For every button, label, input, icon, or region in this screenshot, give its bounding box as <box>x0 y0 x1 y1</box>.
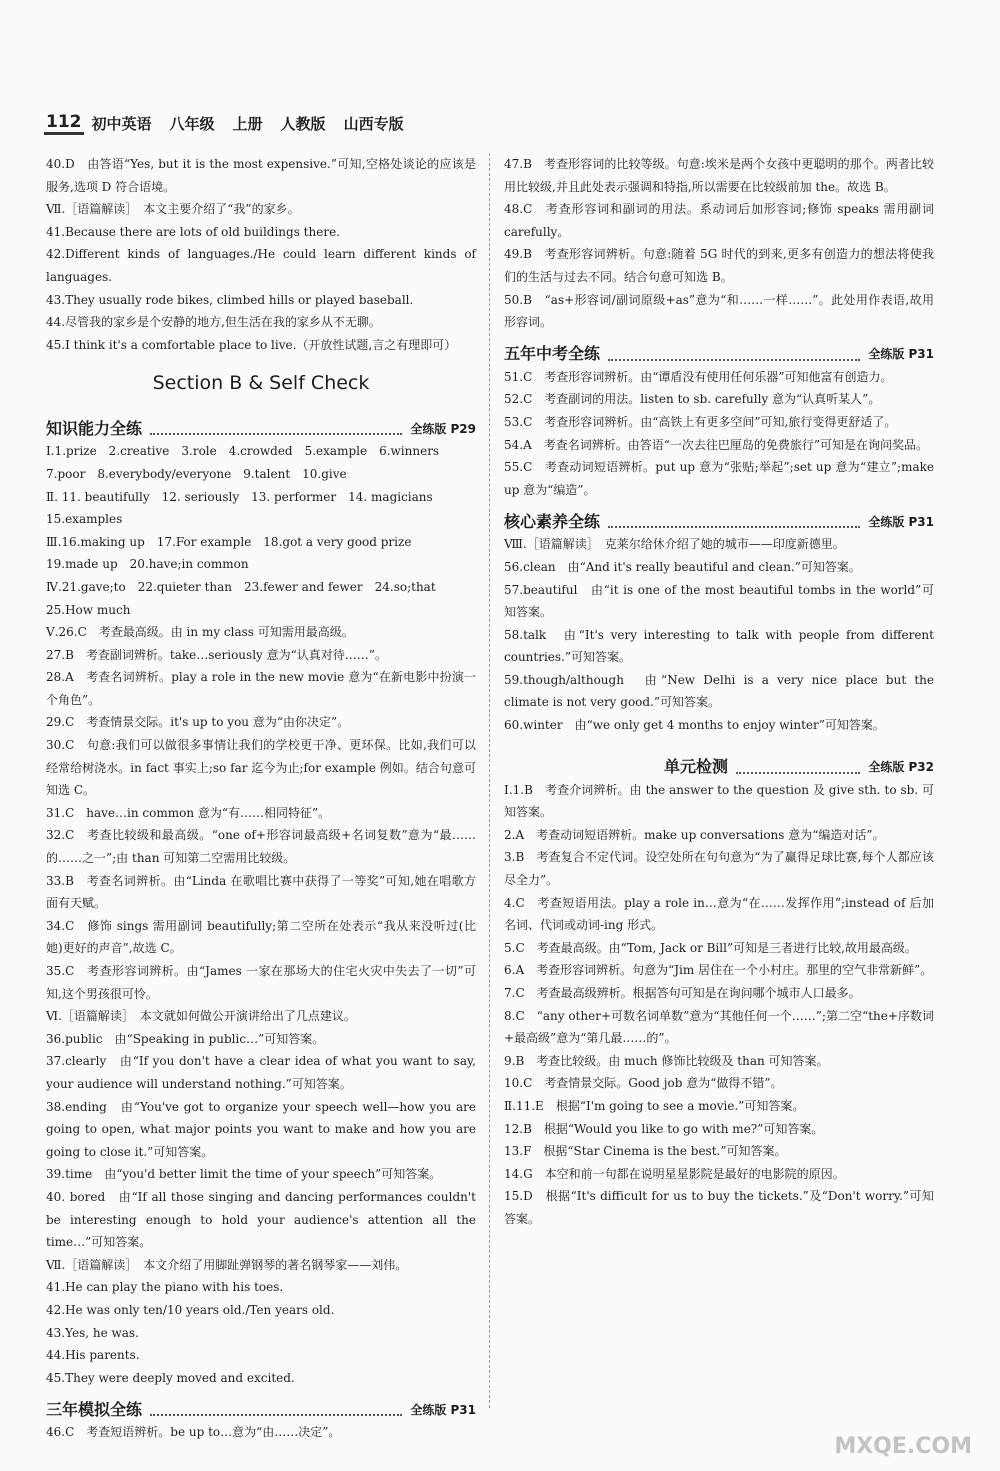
heading-ref: 全练版 P31 <box>410 1402 476 1417</box>
answer-entry: Ⅱ.11.E 根据“I'm going to see a movie.”可知答案。 <box>504 1098 805 1113</box>
answer-entry: 49.B 考查形容词辨析。句意:随着 5G 时代的到来,更多有创造力的想法将使我们的生活与过去不同。结合句意可知选 B。 <box>504 247 934 284</box>
page-number: 112 <box>44 112 84 135</box>
answer-entry: 57.beautiful 由“it is one of the most beautiful tombs in the world”可知答案。 <box>504 582 934 620</box>
heading-ref: 全练版 P29 <box>410 421 476 436</box>
answer-entry: 36.public 由“Speaking in public…”可知答案。 <box>46 1031 325 1046</box>
left-entries-2 <box>46 1421 476 1444</box>
heading-title: 五年中考全练 <box>504 344 601 364</box>
answer-entry: 7.C 考查最高级辨析。根据答句可知是在询问哪个城市人口最多。 <box>504 986 861 1000</box>
answer-entry: 43.Yes, he was. <box>46 1325 139 1340</box>
answer-entry: 25.How much <box>46 602 131 617</box>
answer-entry: 40. bored 由“If all those singing and dancing performances couldn't be interesting enough to hold your audience's attention all the time…”可知答案。 <box>46 1189 476 1250</box>
answer-entry: 3.B 考查复合不定代词。设空处所在句句意为“为了赢得足球比赛,每个人都应该尽全力”。 <box>504 850 934 888</box>
answer-entry: 47.B 考查形容词的比较等级。句意:埃米是两个女孩中更聪明的那个。两者比较用比较级,并且此处表示强调和特指,所以需要在比较级前加 the。故选 B。 <box>504 157 934 194</box>
answer-entry: Ⅰ.1.B 考查介词辨析。由 the answer to the question 及 give sth. to sb. 可知答案。 <box>504 782 934 820</box>
heading-ref: 全练版 P32 <box>868 760 934 775</box>
answer-entry: 45.I think it's a comfortable place to live.（开放性试题,言之有理即可） <box>46 337 457 352</box>
answer-entry: Ⅵ.［语篇解读］ 本文就如何做公开演讲给出了几点建议。 <box>46 1009 356 1024</box>
header-region: 山西专版 <box>343 115 404 133</box>
heading-knowledge-ability <box>46 410 476 440</box>
answer-entry: 8.C “any other+可数名词单数”意为“其他任何一个……”;第二空“the+序数词+最高级”意为“第几最……的”。 <box>504 1008 934 1046</box>
answer-entry: 54.A 考查名词辨析。由答语“一次去往巴厘岛的免费旅行”可知是在询问奖品。 <box>504 437 929 452</box>
answer-entry: 56.clean 由“And it's really beautiful and clean.”可知答案。 <box>504 559 861 574</box>
answer-entry: Ⅶ.［语篇解读］ 本文介绍了用脚趾弹钢琴的著名钢琴家——刘伟。 <box>46 1257 408 1272</box>
header-volume: 上册 <box>232 115 263 133</box>
answer-entry: 51.C 考查形容词辨析。由“谭盾没有使用任何乐器”可知他富有创造力。 <box>504 369 893 384</box>
answer-entry: 31.C have…in common 意为“有……相同特征”。 <box>46 805 331 820</box>
right-top-entries <box>504 153 934 334</box>
column-divider <box>489 153 490 1408</box>
left-top-entries <box>46 153 476 356</box>
answer-entry: 2.A 考查动词短语辨析。make up conversations 意为“编造对话”。 <box>504 827 885 842</box>
answer-entry: Ⅰ.1.prize 2.creative 3.role 4.crowded 5.example 6.winners <box>46 444 440 459</box>
answer-entry: 35.C 考查形容词辨析。由“James 一家在那场大的住宅火灾中失去了一切”可知,这个男孩很可怜。 <box>46 964 476 1001</box>
heading-title: 三年模拟全练 <box>46 1399 143 1419</box>
answer-entry: 44.尽管我的家乡是个安静的地方,但生活在我的家乡从不无聊。 <box>46 315 381 330</box>
answer-entry: 32.C 考查比较级和最高级。“one of+形容词最高级+名词复数”意为“最……的……之一”;由 than 可知第二空需用比较级。 <box>46 828 476 866</box>
answer-entry: 53.C 考查形容词辨析。由“高铁上有更多空间”可知,旅行变得更舒适了。 <box>504 414 897 429</box>
page-header <box>44 112 422 135</box>
section-title: Section B & Self Check <box>152 372 370 395</box>
spacer <box>504 737 934 747</box>
dotted-leader <box>150 433 402 435</box>
heading-title: 核心素养全练 <box>504 511 601 531</box>
dotted-leader <box>608 526 860 528</box>
answer-entry: 28.A 考查名词辨析。play a role in the new movie 意为“在新电影中扮演一个角色”。 <box>46 670 476 707</box>
answer-entry: 33.B 考查名词辨析。由“Linda 在歌唱比赛中获得了一等奖”可知,她在唱歌方面有天赋。 <box>46 873 476 911</box>
answer-entry: 39.time 由“you'd better limit the time of your speech”可知答案。 <box>46 1167 442 1182</box>
dotted-leader <box>736 772 860 774</box>
heading-unit-test <box>504 749 934 779</box>
answer-entry: 4.C 考查短语用法。play a role in…意为“在……发挥作用”;instead of 后加名词、代词或动词-ing 形式。 <box>504 895 934 933</box>
answer-entry: 41.He can play the piano with his toes. <box>46 1280 284 1295</box>
answer-entry: 9.B 考查比较级。由 much 修饰比较级及 than 可知答案。 <box>504 1053 829 1068</box>
header-edition: 人教版 <box>280 115 326 133</box>
answer-entry: 34.C 修饰 sings 需用副词 beautifully;第二空所在处表示“我从来没听过(比她)更好的声音”,故选 C。 <box>46 918 476 956</box>
answer-entry: Ⅶ.［语篇解读］ 本文主要介绍了“我”的家乡。 <box>46 202 300 217</box>
answer-entry: 15.examples <box>46 512 123 527</box>
heading-title: 知识能力全练 <box>46 418 143 438</box>
answer-entry: 40.D 由答语“Yes, but it is the most expensive.”可知,空格处谈论的应该是服务,选项 D 符合语境。 <box>46 157 476 194</box>
answer-entry: 59.though/although 由“New Delhi is a very nice place but the climate is not very good.”可知答案。 <box>504 672 934 710</box>
answer-entry: 58.talk 由“It's very interesting to talk with people from different countries.”可知答案。 <box>504 627 934 665</box>
answer-entry: 12.B 根据“Would you like to go with me?”可知答案。 <box>504 1121 824 1136</box>
answer-entry: 50.B “as+形容词/副词原级+as”意为“和……一样……”。此处用作表语,故用形容词。 <box>504 292 934 330</box>
dotted-leader <box>150 1414 402 1416</box>
answer-entry: Ⅳ.21.gave;to 22.quieter than 23.fewer and fewer 24.so;that <box>46 579 436 594</box>
left-column <box>46 153 476 1444</box>
answer-entry: 37.clearly 由“If you don't have a clear idea of what you want to say, your audience will understand nothing.”可知答案。 <box>46 1054 476 1091</box>
answer-entry: 48.C 考查形容词和副词的用法。系动词后加形容词;修饰 speaks 需用副词 carefully。 <box>504 202 934 239</box>
answer-entry: Ⅲ.16.making up 17.For example 18.got a very good prize <box>46 534 412 549</box>
answer-entry: 29.C 考查情景交际。it's up to you 意为“由你决定”。 <box>46 715 350 730</box>
answer-entry: Ⅷ.［语篇解读］ 克莱尔给休介绍了她的城市——印度新德里。 <box>504 537 845 552</box>
watermark: MXQE.COM <box>834 1434 972 1459</box>
header-grade: 八年级 <box>169 115 215 133</box>
heading-three-year-mock <box>46 1391 476 1421</box>
answer-entry: 42.He was only ten/10 years old./Ten years old. <box>46 1302 335 1317</box>
answer-entry: 42.Different kinds of languages./He could learn different kinds of languages. <box>46 247 476 284</box>
dotted-leader <box>608 359 860 361</box>
right-entries-3 <box>504 779 934 1231</box>
right-entries-2 <box>504 533 934 736</box>
heading-title: 单元检测 <box>664 757 729 777</box>
answer-entry: 55.C 考查动词短语辨析。put up 意为“张贴;举起”;set up 意为“建立”;make up 意为“编造”。 <box>504 460 934 497</box>
answer-entry: 52.C 考查副词的用法。listen to sb. carefully 意为“认真听某人”。 <box>504 392 881 407</box>
heading-ref: 全练版 P31 <box>868 347 934 362</box>
answer-entry: 60.winter 由“we only get 4 months to enjoy winter”可知答案。 <box>504 718 885 733</box>
answer-entry: 7.poor 8.everybody/everyone 9.talent 10.give <box>46 466 347 481</box>
answer-entry: 30.C 句意:我们可以做很多事情让我们的学校更干净、更环保。比如,我们可以经常给树浇水。in fact 事实上;so far 迄今为止;for example 例如。结合句意可知选 C。 <box>46 738 476 798</box>
answer-entry: 41.Because there are lots of old buildings there. <box>46 224 340 239</box>
right-entries-1 <box>504 366 934 502</box>
heading-ref: 全练版 P31 <box>868 514 934 529</box>
answer-entry: 10.C 考查情景交际。Good job 意为“做得不错”。 <box>504 1076 783 1091</box>
answer-entry: 13.F 根据“Star Cinema is the best.”可知答案。 <box>504 1144 787 1159</box>
answer-entry: Ⅱ. 11. beautifully 12. seriously 13. performer 14. magicians <box>46 489 433 504</box>
answer-entry: 27.B 考查副词辨析。take…seriously 意为“认真对待……”。 <box>46 647 387 662</box>
answer-entry: 5.C 考查最高级。由“Tom, Jack or Bill”可知是三者进行比较,故用最高级。 <box>504 940 917 955</box>
answer-entry: 15.D 根据“It's difficult for us to buy the tickets.”及“Don't worry.”可知答案。 <box>504 1189 934 1226</box>
right-column <box>504 153 934 1231</box>
answer-entry: 6.A 考查形容词辨析。句意为“Jim 居住在一个小村庄。那里的空气非常新鲜”。 <box>504 963 933 978</box>
answer-entry: 14.G 本空和前一句都在说明星星影院是最好的电影院的原因。 <box>504 1166 845 1181</box>
answer-entry: Ⅴ.26.C 考查最高级。由 in my class 可知需用最高级。 <box>46 625 354 640</box>
answer-entry: 46.C 考查短语辨析。be up to…意为“由……决定”。 <box>46 1425 341 1440</box>
answer-entry: 38.ending 由“You've got to organize your speech well—how you are going to open, what major points you want to make and how you are going to close it.”可知答案。 <box>46 1099 476 1159</box>
answer-entry: 45.They were deeply moved and excited. <box>46 1370 295 1385</box>
heading-five-year-exam <box>504 336 934 366</box>
answer-entry: 43.They usually rode bikes, climbed hills or played baseball. <box>46 292 414 307</box>
answer-entry: 19.made up 20.have;in common <box>46 557 249 572</box>
left-entries-1 <box>46 440 476 1389</box>
header-subject: 初中英语 <box>91 115 152 133</box>
heading-core-literacy <box>504 503 934 533</box>
answer-entry: 44.His parents. <box>46 1348 140 1363</box>
